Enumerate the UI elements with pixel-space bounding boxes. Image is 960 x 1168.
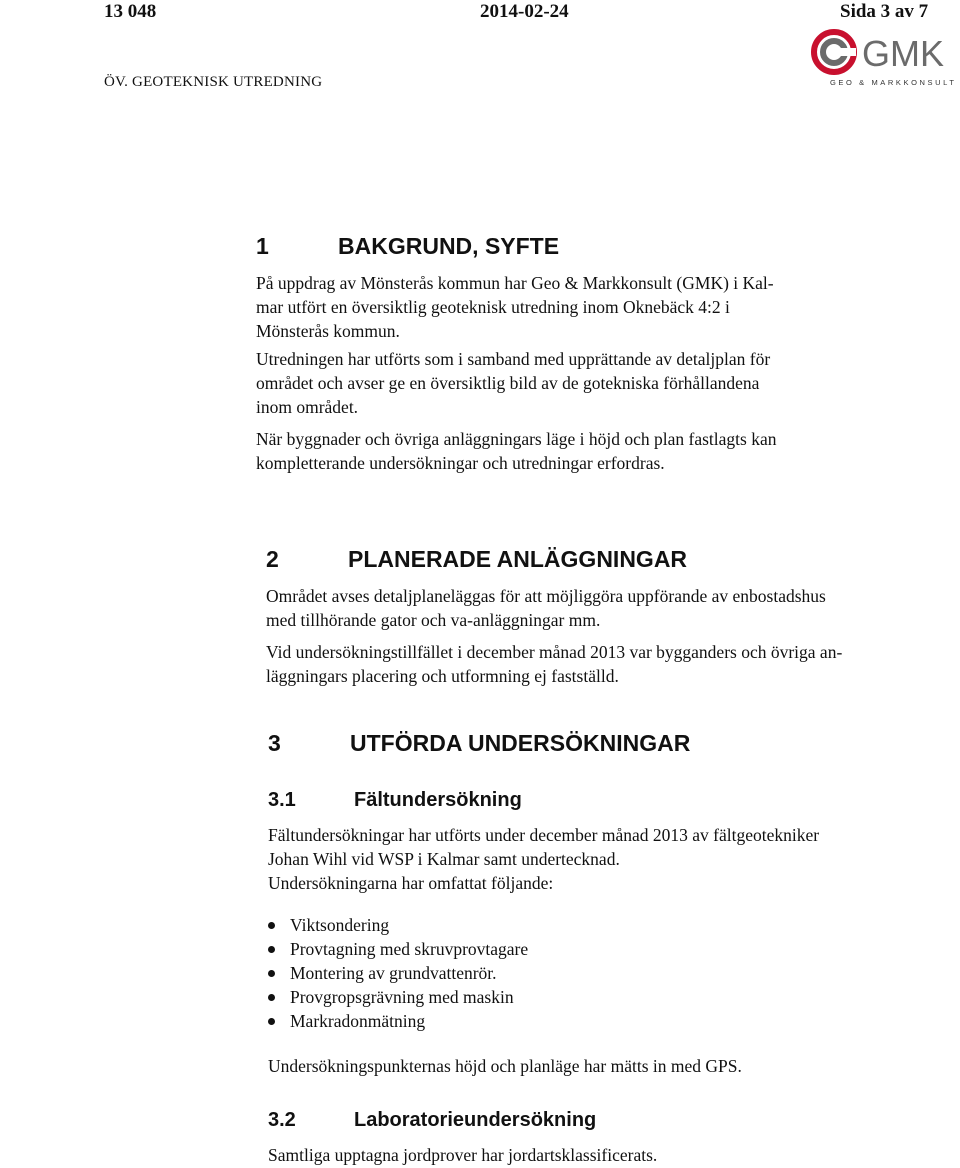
- text-line: kompletterande undersökningar och utredningar erfordras.: [256, 453, 665, 473]
- text-line: Området avses detaljplaneläggas för att möjliggöra uppförande av enbostadshus: [266, 586, 826, 606]
- paragraph-laboratory: Samtliga upptagna jordprover har jordartsklassificerats.: [268, 1145, 658, 1165]
- section-title: UTFÖRDA UNDERSÖKNINGAR: [350, 730, 691, 756]
- text-line: Mönsterås kommun.: [256, 321, 400, 341]
- page-number: Sida 3 av 7: [840, 1, 929, 22]
- text-line: Fältundersökningar har utförts under december månad 2013 av fältgeotekniker: [268, 825, 820, 845]
- gmk-logo-icon: [810, 28, 958, 90]
- logo-subtext: GEO & MARKKONSULT: [830, 78, 957, 87]
- document-date: 2014-02-24: [480, 1, 569, 22]
- text-line: Johan Wihl vid WSP i Kalmar samt undertecknad.: [268, 849, 620, 869]
- subsection-heading-3-2: [268, 1109, 596, 1132]
- section-heading-2: [266, 546, 687, 573]
- section-number: 3: [268, 730, 281, 756]
- text-line: När byggnader och övriga anläggningars läge i höjd och plan fastlagts kan: [256, 429, 777, 449]
- text-line: med tillhörande gator och va-anläggningar mm.: [266, 610, 601, 630]
- list-item: Provtagning med skruvprovtagare: [268, 937, 528, 961]
- paragraph-assignment: [256, 271, 774, 343]
- section-heading-1: [256, 233, 559, 260]
- section-title: BAKGRUND, SYFTE: [338, 233, 560, 259]
- text-line: läggningars placering och utformning ej fastställd.: [266, 666, 619, 686]
- paragraph-planned: [266, 584, 826, 632]
- subsection-number: 3.1: [268, 789, 296, 811]
- paragraph-gps: Undersökningspunkternas höjd och planläge har mätts in med GPS.: [268, 1056, 742, 1076]
- section-heading-3: [268, 730, 690, 757]
- list-item: Viktsondering: [268, 913, 528, 937]
- list-item: Markradonmätning: [268, 1009, 528, 1033]
- section-number: 2: [266, 546, 279, 572]
- document-number: 13 048: [104, 1, 157, 22]
- document-type: ÖV. GEOTEKNISK UTREDNING: [104, 74, 323, 90]
- subsection-title: Laboratorieundersökning: [354, 1109, 597, 1131]
- text-line: Vid undersökningstillfället i december månad 2013 var bygganders och övriga an-: [266, 642, 843, 662]
- investigation-list: [268, 913, 528, 1033]
- subsection-title: Fältundersökning: [354, 789, 522, 811]
- text-line: inom området.: [256, 397, 359, 417]
- subsection-number: 3.2: [268, 1109, 296, 1131]
- text-line: området och avser ge en översiktlig bild av de gotekniska förhållandena: [256, 373, 760, 393]
- paragraph-placement: [266, 640, 842, 688]
- list-item: Montering av grundvattenrör.: [268, 961, 528, 985]
- paragraph-supplementary: [256, 427, 776, 475]
- text-line: Utredningen har utförts som i samband med upprättande av detaljplan för: [256, 349, 771, 369]
- subsection-heading-3-1: [268, 789, 522, 812]
- text-line: Undersökningarna har omfattat följande:: [268, 873, 554, 893]
- list-item: Provgropsgrävning med maskin: [268, 985, 528, 1009]
- logo-text: GMK: [862, 33, 945, 74]
- section-number: 1: [256, 233, 269, 259]
- text-line: På uppdrag av Mönsterås kommun har Geo & Markkonsult (GMK) i Kal-: [256, 273, 774, 293]
- text-line: mar utfört en översiktlig geoteknisk utredning inom Oknebäck 4:2 i: [256, 297, 730, 317]
- paragraph-purpose: [256, 347, 770, 419]
- paragraph-fieldwork: [268, 823, 819, 895]
- gmk-logo: [810, 28, 958, 90]
- section-title: PLANERADE ANLÄGGNINGAR: [348, 546, 688, 572]
